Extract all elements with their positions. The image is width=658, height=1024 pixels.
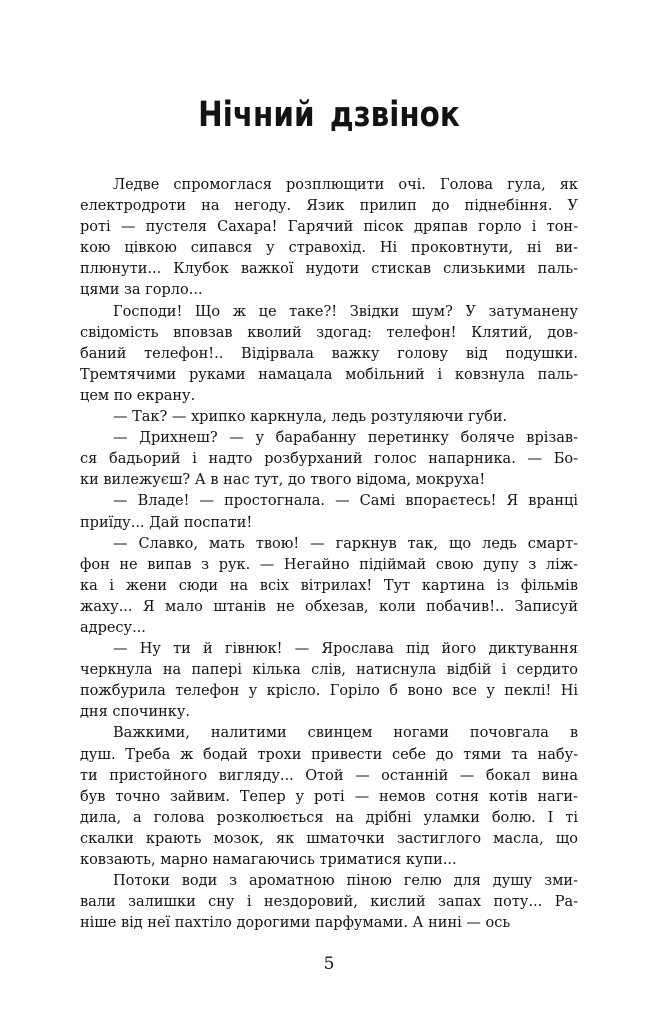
page-number: 5 (323, 954, 335, 974)
text-line: вали залишки сну і нездоровий, кислий запах поту... Ра- (80, 894, 578, 911)
text-line: — Владе! — простогнала. — Самі впораєтесь! Я вранці (113, 493, 578, 510)
text-line: роті — пустеля Сахара! Гарячий пісок дряпав горло і тон- (80, 219, 578, 236)
text-line: ка і жени сюди на всіх вітрилах! Тут картина із фільмів (80, 577, 578, 594)
text-line: був точно зайвим. Тепер у роті — немов сотня котів наги- (80, 788, 578, 805)
text-line: свідомість вповзав кволий здогад: телефон! Клятий, дов- (80, 324, 578, 341)
text-line: адресу... (80, 619, 146, 636)
text-line: — Ну ти й гівнюк! — Ярослава під його диктування (113, 641, 578, 658)
text-line: черкнула на папері кілька слів, натиснула відбій і сердито (80, 662, 578, 679)
text-line: кою цівкою сипався у стравохід. Ні проковтнути, ні ви- (80, 240, 578, 257)
text-line: — Так? — хрипко каркнула, ледь розтуляючи губи. (113, 409, 508, 426)
text-line: — Славко, мать твою! — гаркнув так, що ледь смарт- (113, 535, 578, 552)
text-line: Потоки води з ароматною піною гелю для душу зми- (113, 873, 578, 890)
text-line: — Дрихнеш? — у барабанну перетинку боляче врізав- (113, 430, 578, 447)
chapter-title: Нічний дзвінок (198, 95, 460, 135)
text-line: приїду... Дай поспати! (80, 514, 253, 531)
text-line: цем по екрану. (80, 387, 196, 404)
text-line: Важкими, налитими свинцем ногами почовгала в (113, 725, 578, 742)
page-text (80, 175, 578, 934)
text-line: дила, а голова розколюється на дрібні уламки болю. І ті (80, 809, 578, 826)
text-line: пожбурила телефон у крісло. Горіло б воно все у пеклі! Ні (80, 683, 578, 700)
text-line: ніше від неї пахтіло дорогими парфумами. А нині — ось (80, 915, 511, 932)
text-line: дня спочинку. (80, 704, 190, 721)
text-line: ки вилежуєш? А в нас тут, до твого відома, мокруха! (80, 472, 486, 489)
text-line: цями за горло... (80, 282, 203, 299)
text-line: Тремтячими руками намацала мобільний і ковзнула паль- (80, 366, 578, 383)
text-line: Господи! Що ж це таке?! Звідки шум? У затуманену (113, 303, 578, 320)
text-line: Ледве спромоглася розплющити очі. Голова гула, як (113, 177, 578, 193)
text-line: електродроти на негоду. Язик прилип до піднебіння. У (80, 198, 578, 215)
text-line: ся бадьорий і надто розбурханий голос напарника. — Бо- (80, 451, 578, 468)
text-line: ковзають, марно намагаючись триматися купи... (80, 852, 457, 868)
text-line: скалки крають мозок, як шматочки застиглого масла, що (80, 830, 578, 847)
text-line: плюнути... Клубок важкої нудоти стискав слизькими паль- (80, 261, 578, 278)
text-line: жаху... Я мало штанів не обхезав, коли побачив!.. Записуй (80, 598, 578, 615)
text-line: душ. Треба ж бодай трохи привести себе до тями та набу- (80, 746, 578, 763)
text-line: баний телефон!.. Відірвала важку голову від подушки. (80, 345, 578, 362)
text-line: фон не випав з рук. — Негайно підіймай свою дупу з ліж- (80, 556, 578, 573)
text-line: ти пристойного вигляду... Отой — останній — бокал вина (80, 767, 578, 784)
